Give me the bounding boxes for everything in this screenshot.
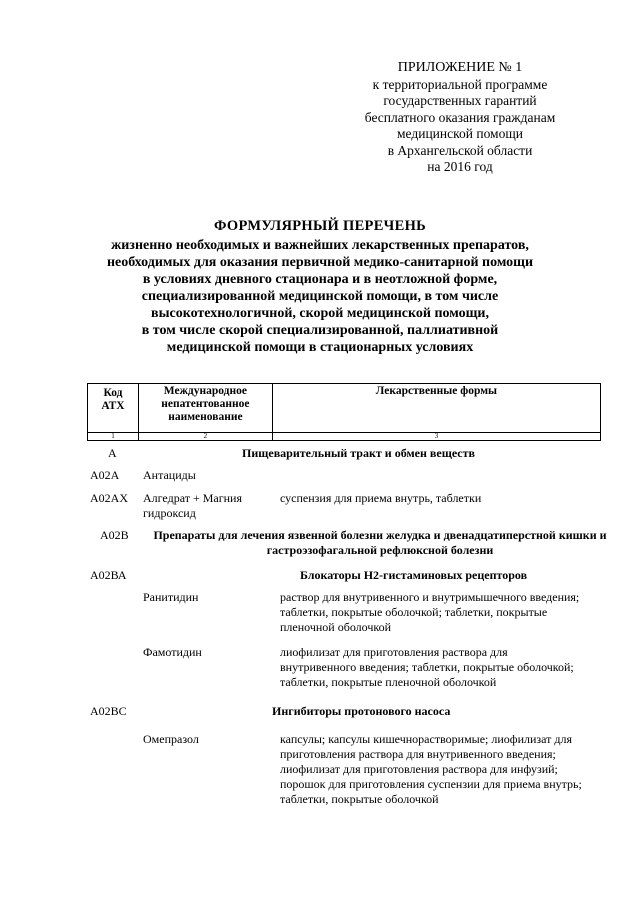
column-number: 1 <box>88 433 139 441</box>
group-name: Блокаторы Н2-гистаминовых рецепторов <box>300 568 528 582</box>
appendix-line: бесплатного оказания гражданам <box>364 109 556 125</box>
table-header <box>87 383 601 441</box>
atc-code: А02В <box>100 528 129 542</box>
table-row <box>0 528 640 562</box>
group-name: Антациды <box>143 468 196 482</box>
appendix-line: ПРИЛОЖЕНИЕ № 1 <box>397 60 523 75</box>
inn-name: Фамотидин <box>143 645 202 659</box>
header-dosage-forms: Лекарственные формы <box>272 384 600 433</box>
table-row <box>0 590 640 638</box>
table-row <box>0 645 640 693</box>
atc-code: А02ВА <box>90 568 127 582</box>
atc-code: А02АХ <box>90 491 128 505</box>
appendix-line: государственных гарантий <box>383 93 537 108</box>
header-inn: Международное непатентованное наименование <box>138 384 272 433</box>
title-line: в условиях дневного стационара и в неотложной форме, <box>142 272 498 287</box>
column-number: 2 <box>138 433 272 441</box>
appendix-line: на 2016 год <box>427 159 493 174</box>
dosage-forms: капсулы; капсулы кишечнорастворимые; лиофилизат для приготовления раствора для внутривенного введения; лиофилизат для приготовления раствора для инфузий; порошок для приготовления суспензии для приема внутрь; таблетки, покрытые оболочкой <box>280 732 582 806</box>
atc-code: А <box>108 446 117 460</box>
dosage-forms: лиофилизат для приготовления раствора для внутривенного введения; таблетки, покрытые оболочкой; таблетки, покрытые пленочной оболочкой <box>280 645 574 689</box>
appendix-heading <box>350 60 570 176</box>
atc-code: А02ВС <box>90 704 127 718</box>
dosage-forms: суспензия для приема внутрь, таблетки <box>280 491 482 505</box>
group-name: Препараты для лечения язвенной болезни желудка и двенадцатиперстной кишки и гастроэзофагальной рефлюксной болезни <box>153 528 607 557</box>
title-main: ФОРМУЛЯРНЫЙ ПЕРЕЧЕНЬ <box>213 218 427 234</box>
title-line: необходимых для оказания первичной медико-санитарной помощи <box>106 255 534 270</box>
inn-name: Ранитидин <box>143 590 199 604</box>
title-line: жизненно необходимых и важнейших лекарственных препаратов, <box>111 238 529 253</box>
document-title <box>80 218 560 356</box>
appendix-line: в Архангельской области <box>387 142 533 158</box>
title-line: медицинской помощи в стационарных условиях <box>166 340 474 355</box>
inn-name: Омепразол <box>143 732 199 746</box>
group-name: Ингибиторы протонового насоса <box>272 704 451 718</box>
table-row <box>0 491 640 525</box>
appendix-line: медицинской помощи <box>397 126 523 141</box>
group-name: Пищеварительный тракт и обмен веществ <box>242 446 475 460</box>
inn-name: Алгедрат + Магния гидроксид <box>143 491 242 520</box>
header-code-atc: Код АТХ <box>88 384 139 433</box>
title-line: высокотехнологичной, скорой медицинской помощи, <box>151 306 489 321</box>
title-line: специализированной медицинской помощи, в том числе <box>141 289 499 304</box>
table-row <box>0 732 640 812</box>
title-line: в том числе скорой специализированной, паллиативной <box>141 323 499 338</box>
atc-code: А02А <box>90 468 120 482</box>
column-number: 3 <box>272 433 600 441</box>
dosage-forms: раствор для внутривенного и внутримышечного введения; таблетки, покрытые оболочкой; таблетки, покрытые пленочной оболочкой <box>280 590 580 634</box>
appendix-line: к территориальной программе <box>372 76 548 92</box>
